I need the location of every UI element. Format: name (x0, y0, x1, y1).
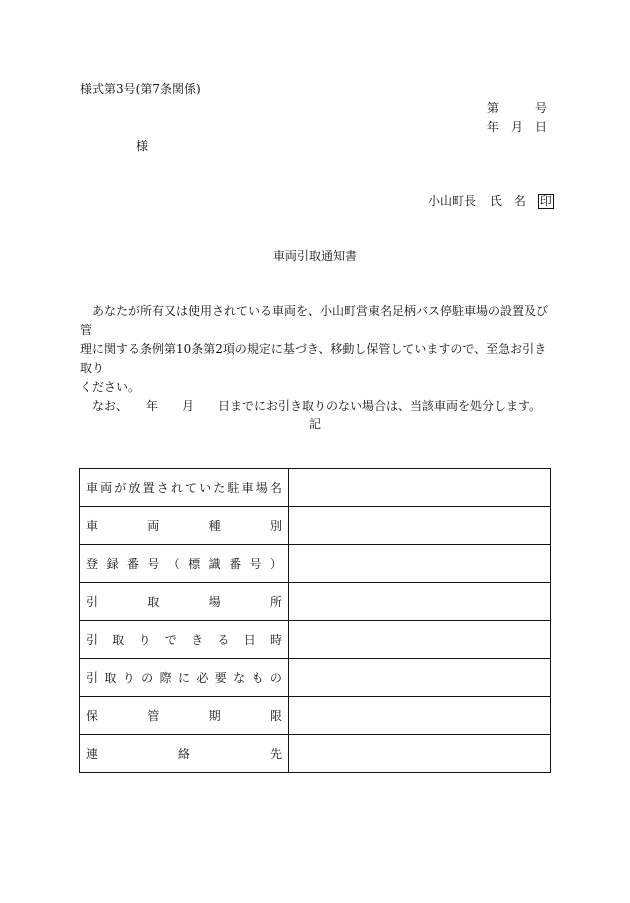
table-row (80, 469, 551, 507)
table-row (80, 735, 551, 773)
row-label-char: 両 (147, 519, 160, 533)
row-label (80, 735, 289, 773)
row-label-char: 管 (147, 709, 160, 723)
seal-mark: 印 (539, 194, 552, 208)
row-label-char: 置 (142, 481, 155, 495)
row-label-char: 番 (126, 557, 139, 571)
row-label-text (86, 631, 282, 648)
row-label-char: り (122, 671, 135, 685)
sender (428, 192, 554, 209)
row-label-char: 所 (269, 595, 282, 609)
row-label-char: 登 (86, 557, 99, 571)
row-label-char: 場 (255, 481, 268, 495)
table-row (80, 621, 551, 659)
row-label-char: （ (167, 557, 180, 571)
row-label-char: 限 (269, 709, 282, 723)
doc-number-suffix: 号 (534, 101, 547, 115)
row-label (80, 659, 289, 697)
body-line-2: 理に関する条例第10条第2項の規定に基づき、移動し保管していますので、至急お引き取り (80, 342, 547, 375)
row-label (80, 507, 289, 545)
doc-number-prefix: 第 (487, 101, 500, 115)
row-label-char: 保 (86, 709, 99, 723)
row-label-char: 時 (269, 633, 282, 647)
row-label-text (86, 669, 282, 686)
body-line-3: ください。 (80, 380, 141, 394)
row-label-text (86, 555, 282, 572)
row-value[interactable] (289, 583, 551, 621)
row-label-char: の (269, 671, 282, 685)
row-label (80, 621, 289, 659)
row-label-char: も (251, 671, 264, 685)
row-label (80, 545, 289, 583)
body-paragraph-2: なお、 年 月 日までにお引き取りのない場合は、当該車両を処分します。 (92, 399, 542, 413)
body-line-1: あなたが所有又は使用されている車両を、小山町営東名足柄バス停駐車場の設置及び管 (80, 304, 549, 337)
row-value[interactable] (289, 735, 551, 773)
row-label (80, 469, 289, 507)
row-label-char: に (177, 671, 190, 685)
row-label-char: 種 (208, 519, 221, 533)
date-year: 年 (487, 120, 500, 134)
row-label-text (86, 479, 282, 496)
row-value[interactable] (289, 659, 551, 697)
row-label-char: 日 (243, 633, 256, 647)
row-label-text (86, 593, 282, 610)
table-row (80, 583, 551, 621)
row-label-text (86, 745, 282, 762)
body-text (80, 302, 552, 416)
row-label-char: て (184, 481, 197, 495)
row-label-char: 取 (147, 595, 160, 609)
row-label-char: る (217, 633, 230, 647)
table-row (80, 545, 551, 583)
row-label-char: き (191, 633, 204, 647)
row-label-char: 取 (104, 671, 117, 685)
addressee: 様 (136, 139, 149, 153)
row-label-char: ） (269, 557, 282, 571)
row-label-char: 両 (100, 481, 113, 495)
row-label-char: 引 (86, 633, 99, 647)
row-label-char: 際 (159, 671, 172, 685)
row-label-char: た (213, 481, 226, 495)
row-label-char: れ (170, 481, 183, 495)
row-label-char: 車 (86, 519, 99, 533)
row-label-char: 駐 (227, 481, 240, 495)
row-label-char: 放 (128, 481, 141, 495)
document-title: 車両引取通知書 (272, 249, 357, 263)
ki-heading: 記 (308, 417, 321, 431)
table-row (80, 659, 551, 697)
row-value[interactable] (289, 621, 551, 659)
row-label-char: さ (156, 481, 169, 495)
row-label-char: 標 (188, 557, 201, 571)
sender-name-label: 氏 名 (489, 194, 526, 208)
row-label-char: 要 (214, 671, 227, 685)
row-label-char: 車 (241, 481, 254, 495)
table-row (80, 507, 551, 545)
date-day: 日 (534, 120, 547, 134)
row-label-char: で (164, 633, 177, 647)
row-label-char: 号 (147, 557, 160, 571)
row-label-char: 識 (208, 557, 221, 571)
date-month: 月 (511, 120, 524, 134)
row-label-char: 号 (249, 557, 262, 571)
row-value[interactable] (289, 697, 551, 735)
row-label-char: 必 (196, 671, 209, 685)
row-label-char: 連 (86, 747, 99, 761)
row-label-char: 場 (208, 595, 221, 609)
row-label-char: 車 (86, 481, 99, 495)
row-label-char: 取 (112, 633, 125, 647)
row-label-char: 引 (86, 595, 99, 609)
row-label-char: い (199, 481, 212, 495)
row-label-char: 絡 (177, 747, 190, 761)
row-label-char: な (233, 671, 246, 685)
row-value[interactable] (289, 507, 551, 545)
row-label-char: 番 (229, 557, 242, 571)
row-value[interactable] (289, 545, 551, 583)
row-label-char: 名 (269, 481, 282, 495)
row-label-text (86, 707, 282, 724)
row-label-char: 引 (86, 671, 99, 685)
row-label-char: の (141, 671, 154, 685)
row-label (80, 697, 289, 735)
row-value[interactable] (289, 469, 551, 507)
row-label (80, 583, 289, 621)
row-label-char: 先 (269, 747, 282, 761)
row-label-char: 録 (106, 557, 119, 571)
table-row (80, 697, 551, 735)
sender-title: 小山町長 (428, 194, 477, 208)
info-table (79, 468, 551, 773)
row-label-char: が (114, 481, 127, 495)
row-label-char: 別 (269, 519, 282, 533)
form-number: 様式第3号(第7条関係) (80, 82, 201, 96)
row-label-char: り (138, 633, 151, 647)
row-label-char: 期 (208, 709, 221, 723)
row-label-text (86, 517, 282, 534)
